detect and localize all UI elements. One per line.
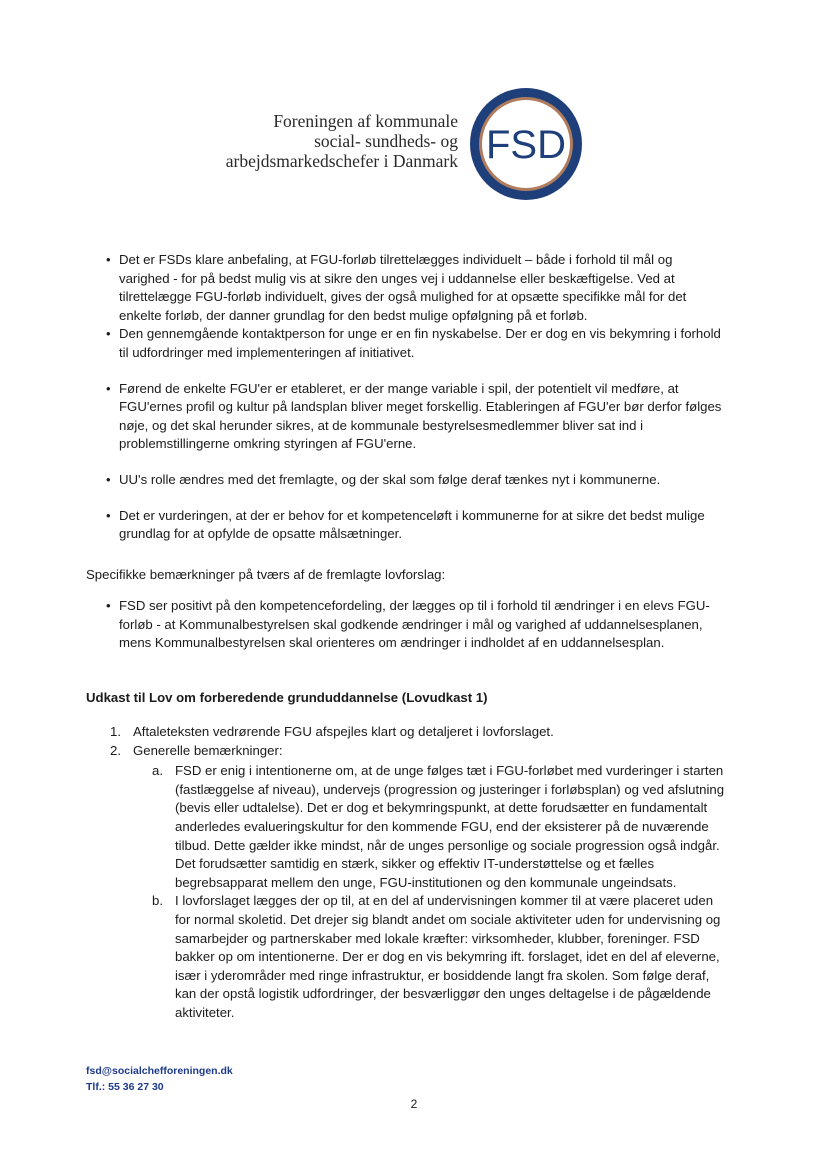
footer-contact (86, 1063, 233, 1095)
list-item: • Den gennemgående kontaktperson for unge er en fin nyskabelse. Der er dog en vis bekymring i forhold til udfordringer med implementeringen af initiativet. (94, 325, 724, 362)
page-number: 2 (410, 1097, 418, 1111)
list-item: • FSD ser positivt på den kompetencefordeling, der lægges op til i forhold til ændringer i en elevs FGU-forløb - at Kommunalbestyrelsen skal godkende ændringer i mål og varighed af uddannelsesplanen, mens Kommunalbestyrelsen skal orienteres om ændringer i indholdet af en uddannelsesplan. (94, 597, 724, 653)
specific-remarks-heading: Specifikke bemærkninger på tværs af de fremlagte lovforslag: (86, 567, 446, 582)
footer-phone: Tlf.: 55 36 27 30 (86, 1081, 164, 1093)
org-line-3: arbejdsmarkedschefer i Danmark (225, 151, 458, 171)
specific-bullet-list (94, 597, 724, 653)
item-text: Generelle bemærkninger: (133, 742, 283, 758)
item-text: I lovforslaget lægges der op til, at en del af undervisningen kommer til at være placeret uden for normal skoletid. Det drejer sig blandt andet om sociale aktiviteter uden for undervisning og samarbejder og partnerskaber med lokale kræfter: virksomheder, klubber, foreninger. FSD bakker op om intentionerne. Der er dog en vis bekymring ift. forslaget, idet en del af eleverne, især i yderområder med ringe infrastruktur, er bosiddende langt fra skolen. Som følge deraf, kan der opstå logistik udfordringer, der besværliggør den unges deltagelse i de pågældende aktiviteter. (175, 893, 721, 1020)
org-line-2: social- sundheds- og (314, 131, 458, 151)
item-text: FSD er enig i intentionerne om, at de unge følges tæt i FGU-forløbet med vurderinger i starten (fastlæggelse af niveau), undervejs (progression og justeringer i forløbsplan) og ved afslutning (bevis eller udtalelse). Det er dog et bekymringspunkt, at dette forudsætter en fundamentalt anderledes evalueringskultur for den kommende FGU, end der eksisterer på de nuværende tilbud. Dette gælder ikke mindst, når de unges personlige og sociale progression også indgår. Det forudsætter samtidig en stærk, sikker og effektiv IT-understøttelse og et fælles begrebsapparat mellem den unge, FGU-institutionen og den kommunale ungeindsats. (175, 763, 725, 890)
sub-item (152, 762, 728, 892)
list-item: • Det er FSDs klare anbefaling, at FGU-forløb tilrettelægges individuelt – både i forhold til mål og varighed - for på bedst mulig vis at sikre den unges vej i uddannelse eller beskæftigelse. Ved at tilrettelægge FGU-forløb individuelt, gives der også mulighed for at opsætte specifikke mål for det enkelte forløb, der danner grundlag for den bedst mulige opfølgning på et forløb. (94, 251, 724, 325)
organization-name (226, 111, 458, 171)
org-line-1: Foreningen af kommunale (273, 111, 458, 131)
list-item: • Det er vurderingen, at der er behov for et kompetenceløft i kommunerne for at sikre det bedst mulige grundlag for at opfylde de opsatte målsætninger. (94, 507, 724, 544)
numbered-list (110, 723, 728, 1023)
intro-bullet-list (94, 251, 724, 544)
numbered-item (110, 742, 728, 761)
item-text: Aftaleteksten vedrørende FGU afspejles klart og detaljeret i lovforslaget. (133, 724, 554, 739)
item-letter: a. (152, 763, 163, 779)
sub-list (110, 762, 728, 1022)
logo-text: FSD (486, 123, 566, 167)
item-number: 1. (110, 724, 121, 739)
item-number: 2. (110, 742, 121, 758)
section-heading: Udkast til Lov om forberedende grunduddannelse (Lovudkast 1) (86, 690, 488, 705)
fsd-logo (468, 86, 584, 202)
list-item: • UU's rolle ændres med det fremlagte, og der skal som følge deraf tænkes nyt i kommunerne. (94, 471, 724, 490)
numbered-item (110, 723, 728, 742)
item-letter: b. (152, 893, 163, 909)
sub-item (152, 892, 728, 1022)
list-item: • Førend de enkelte FGU'er er etableret, er der mange variable i spil, der potentielt vil medføre, at FGU'ernes profil og kultur på landsplan bliver meget forskellig. Etableringen af FGU'er bør derfor følges nøje, og det skal herunder sikres, at de kommunale bestyrelsesmedlemmer bliver sat ind i problemstillingerne omkring styringen af FGU'erne. (94, 380, 724, 454)
footer-email[interactable]: fsd@socialchefforeningen.dk (86, 1065, 233, 1077)
